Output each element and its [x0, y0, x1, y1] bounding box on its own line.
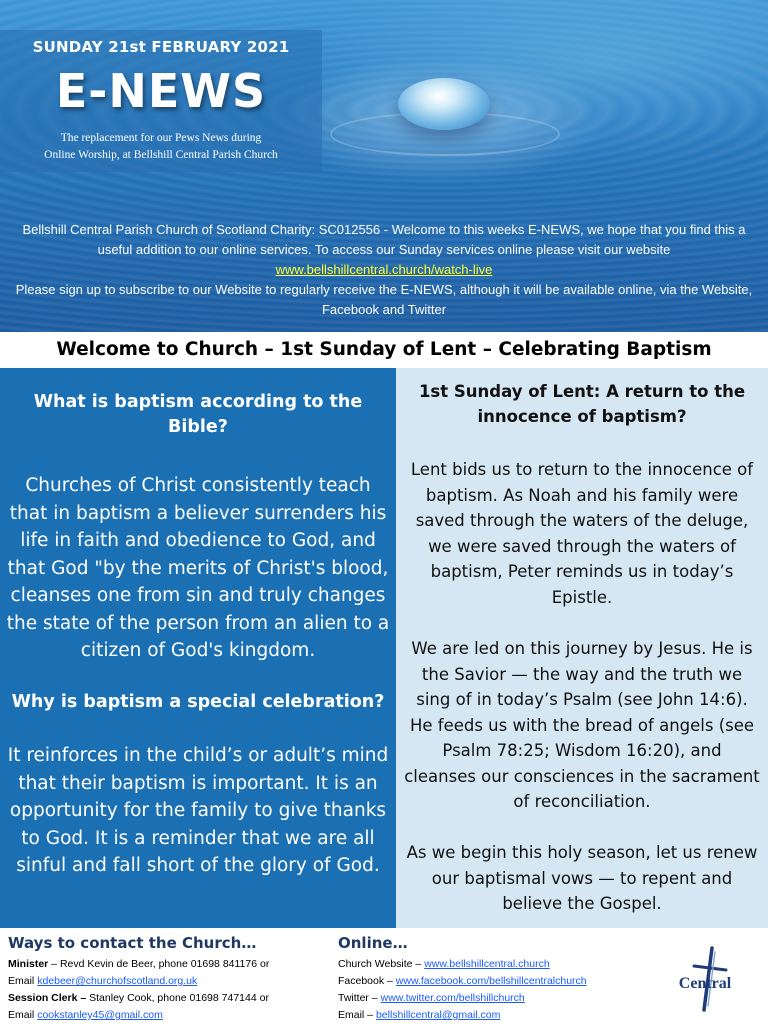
right-paragraph-1: Lent bids us to return to the innocence of baptism. As Noah and his family were saved through the waters of the deluge, we were saved through the waters of baptism, Peter reminds us in today’s Epistle.: [410, 460, 754, 607]
watch-live-link[interactable]: www.bellshillcentral.church/watch-live: [275, 262, 493, 277]
twitter-link[interactable]: www.twitter.com/bellshillchurch: [380, 992, 525, 1004]
intro-text-subscribe: Please sign up to subscribe to our Website to regularly receive the E-NEWS, although it will be available online, via the Website, Facebook and Twitter: [15, 282, 753, 317]
minister-email-line: [8, 973, 197, 990]
minister-label: Minister: [8, 958, 49, 970]
newsletter-subtitle: [0, 130, 322, 164]
clerk-text: Stanley Cook, phone 01698 747144 or: [86, 992, 269, 1004]
facebook-label: Facebook –: [338, 975, 396, 987]
clerk-email-line: [8, 1007, 163, 1024]
website-line: [338, 956, 550, 973]
twitter-label: Twitter –: [338, 992, 381, 1004]
church-logo-icon: [668, 944, 742, 1014]
right-paragraph-3: As we begin this holy season, let us renew our baptismal vows — to repent and believe the Gospel.: [406, 843, 758, 913]
section-banner: Welcome to Church – 1st Sunday of Lent – Celebrating Baptism: [0, 332, 768, 368]
right-heading-lent: 1st Sunday of Lent: A return to the innocence of baptism?: [418, 382, 746, 426]
clerk-line: [8, 990, 269, 1007]
website-label: Church Website –: [338, 958, 425, 970]
facebook-link[interactable]: www.facebook.com/bellshillcentralchurch: [395, 975, 587, 987]
website-link[interactable]: www.bellshillcentral.church: [424, 958, 550, 970]
email-label: Email –: [338, 1009, 376, 1021]
online-heading: Online…: [338, 934, 408, 952]
right-column: [396, 368, 768, 928]
newsletter-title: E-NEWS: [55, 64, 267, 118]
header-banner-image: [0, 0, 768, 332]
contact-heading: Ways to contact the Church…: [8, 934, 257, 952]
logo-text: Central: [678, 975, 732, 992]
subtitle-line-2: Online Worship, at Bellshill Central Parish Church: [44, 149, 278, 161]
issue-date: SUNDAY 21st FEBRUARY 2021: [32, 38, 290, 56]
clerk-email-label: Email: [8, 1009, 38, 1021]
minister-text: – Revd Kevin de Beer, phone 01698 841176 or: [48, 958, 270, 970]
subtitle-line-1: The replacement for our Pews News during: [60, 132, 262, 144]
church-email-link[interactable]: bellshillcentral@gmail.com: [375, 1009, 501, 1021]
left-paragraph-celebration: It reinforces in the child’s or adult’s mind that their baptism is important. It is an opportunity for the family to give thanks to God. It is a reminder that we are all sinful and fall short of the glory of God.: [7, 745, 389, 876]
intro-paragraph: [10, 220, 758, 320]
minister-email-link[interactable]: kdebeer@churchofscotland.org.uk: [37, 975, 198, 987]
footer: [0, 928, 768, 1024]
water-droplet-image: [398, 78, 490, 130]
clerk-email-link[interactable]: cookstanley45@gmail.com: [37, 1009, 163, 1021]
twitter-line: [338, 990, 525, 1007]
left-heading-celebration: Why is baptism a special celebration?: [11, 692, 385, 712]
minister-email-label: Email: [8, 975, 38, 987]
email-line: [338, 1007, 500, 1024]
left-heading-baptism-bible: What is baptism according to the Bible?: [33, 392, 363, 437]
clerk-label: Session Clerk –: [8, 992, 87, 1004]
left-column: [0, 368, 396, 928]
minister-line: [8, 956, 269, 973]
right-paragraph-2: We are led on this journey by Jesus. He is the Savior — the way and the truth we sing of in today’s Psalm (see John 14:6). He feeds us with the bread of angels (see Psalm 78:25; Wisdom 16:20), and cleanses our consciences in the sacrament of reconciliation.: [404, 639, 760, 811]
facebook-line: [338, 973, 587, 990]
intro-text: Bellshill Central Parish Church of Scotland Charity: SC012556 - Welcome to this weeks E-NEWS, we hope that you find this a useful addition to our online services. To access our Sunday services online please visit our website: [22, 222, 746, 257]
left-paragraph-baptism: Churches of Christ consistently teach that in baptism a believer surrenders his life in faith and obedience to God, and that God "by the merits of Christ's blood, cleanses one from sin and truly changes the state of the person from an alien to a citizen of God's kingdom.: [6, 475, 390, 661]
